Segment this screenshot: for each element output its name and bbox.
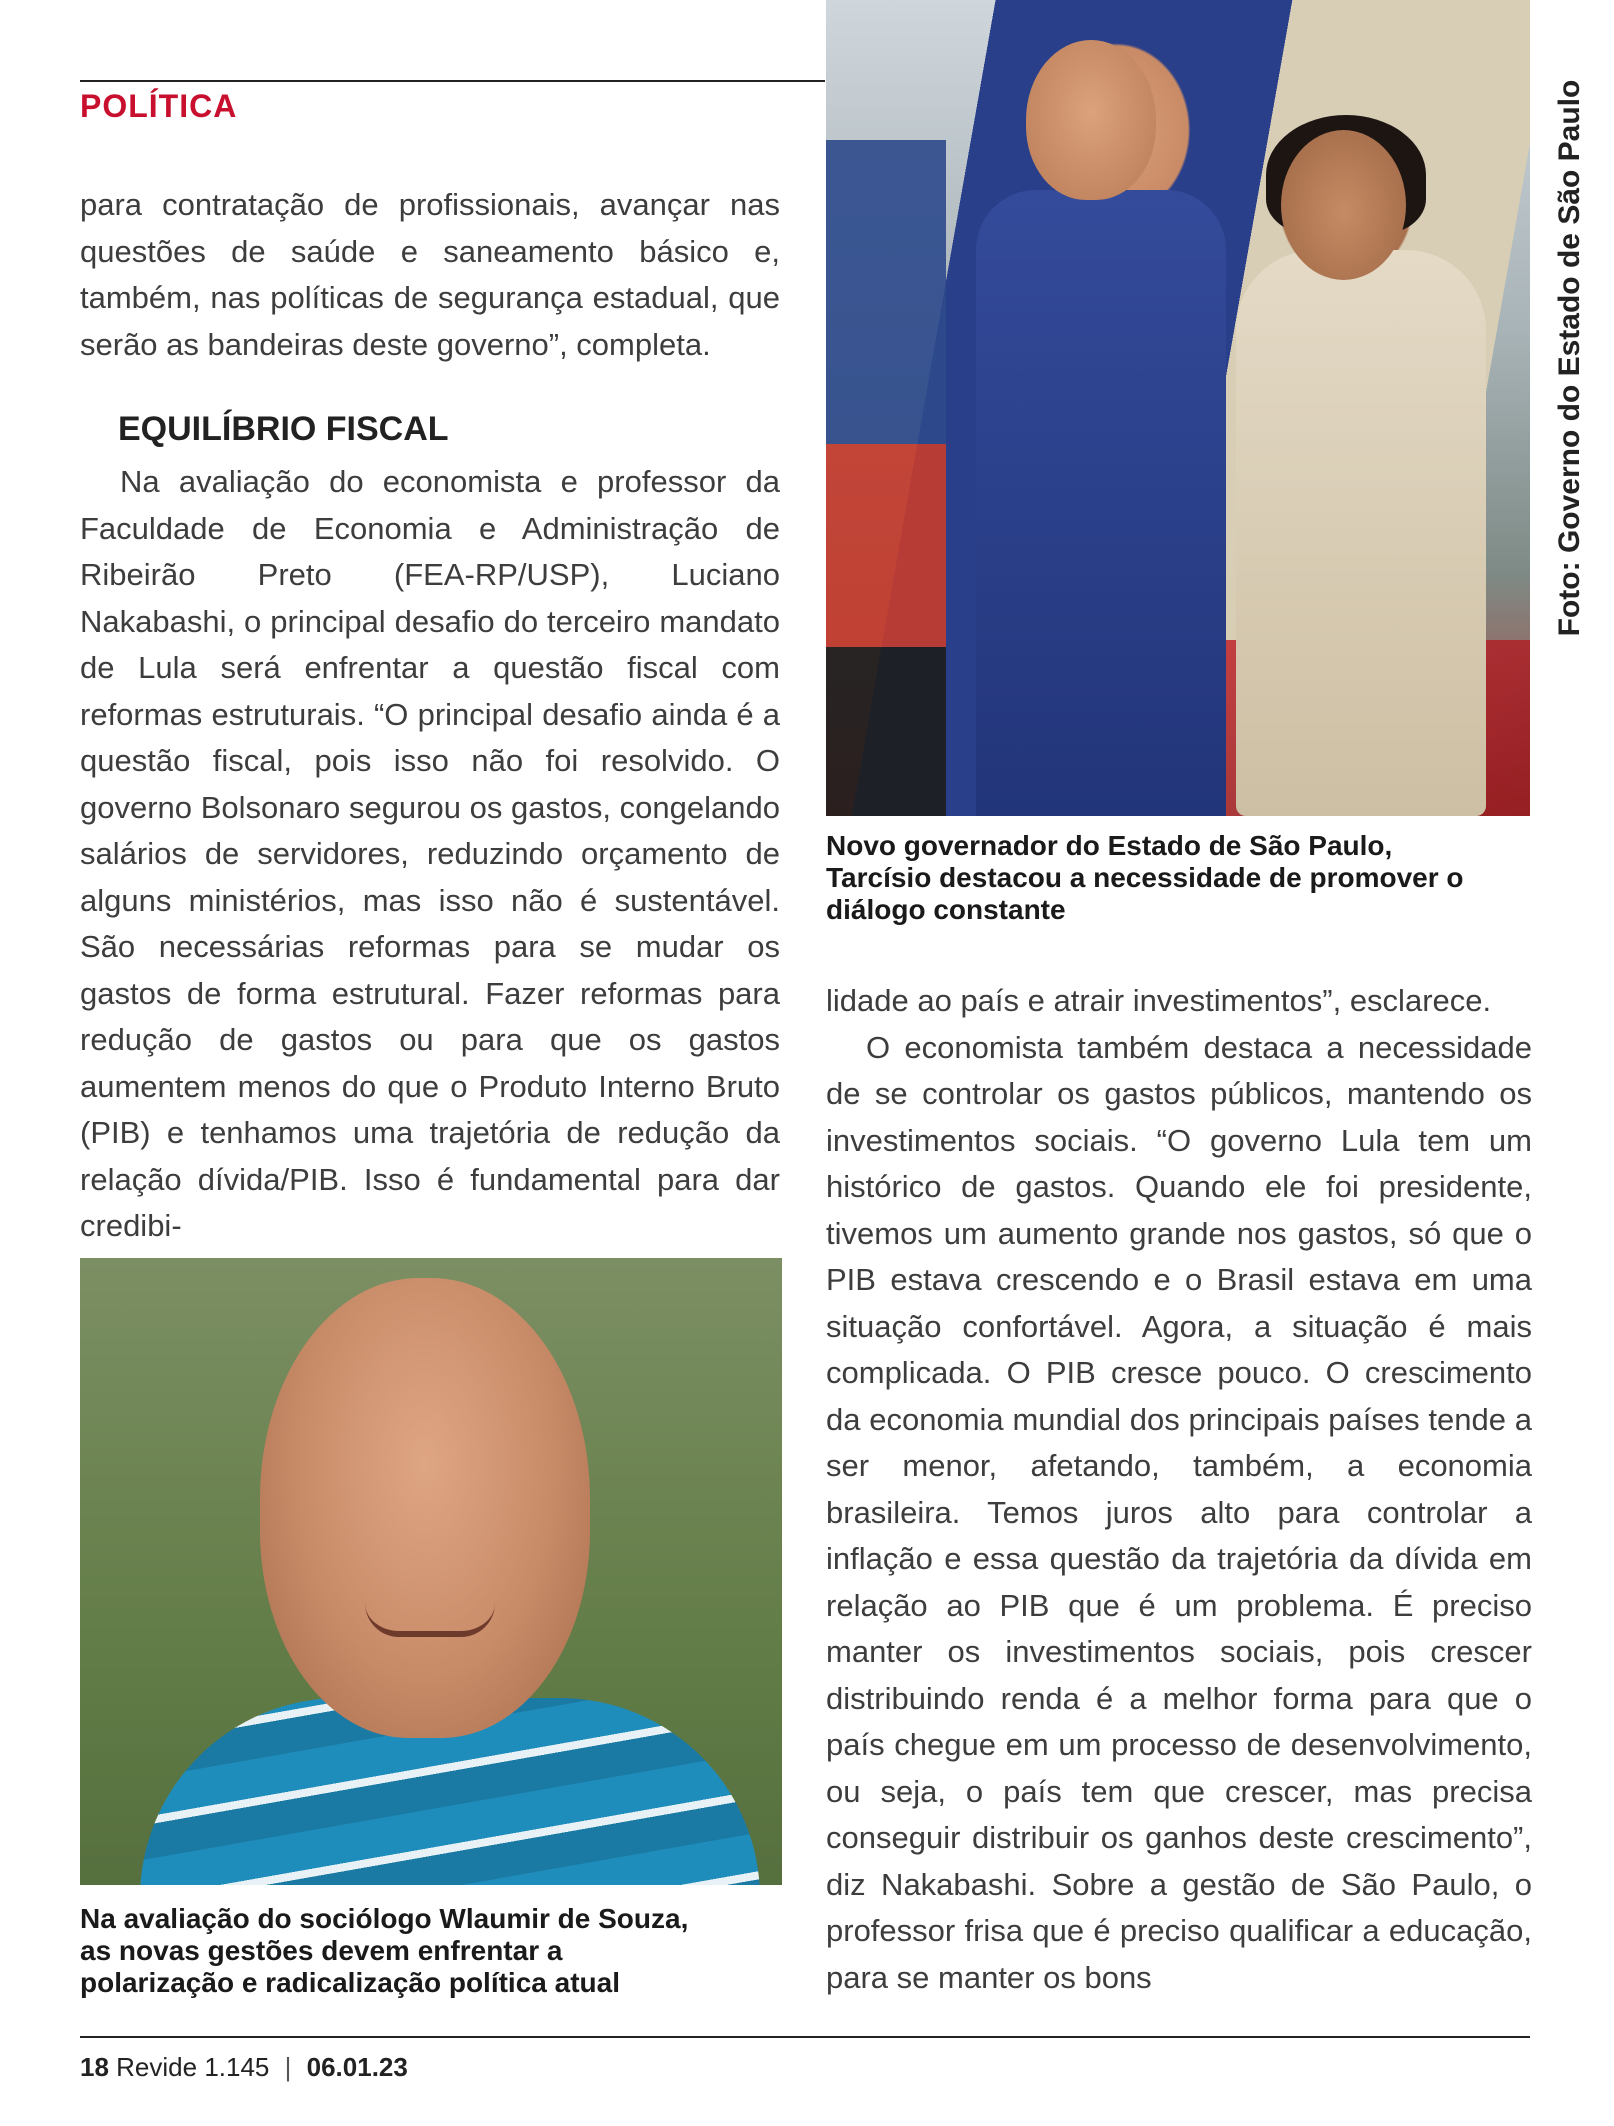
left-column-intro bbox=[80, 182, 780, 368]
photo-credit-text: Foto: Governo do Estado de São Paulo bbox=[1553, 79, 1586, 637]
sociologist-caption: Na avaliação do sociólogo Wlaumir de Souza, as novas gestões devem enfrentar a polarização e radicalização política atual bbox=[80, 1903, 689, 1998]
bottom-rule bbox=[80, 2036, 1530, 2038]
sociologist-photo bbox=[80, 1258, 782, 1885]
top-rule bbox=[80, 80, 825, 82]
footer-separator: | bbox=[284, 2052, 292, 2082]
right-paragraph-main: O economista também destaca a necessidade de se controlar os gastos públicos, mantendo os investimentos sociais. “O governo Lula tem um histórico de gastos. Quando ele foi presidente, tivemos um aumento grande nos gastos, só que o PIB estava crescendo e o Brasil estava em uma situação confortável. Agora, a situação é mais complicada. O PIB cresce pouco. O crescimento da economia mundial dos principais países tende a ser menor, afetando, também, a economia brasileira. Temos juros alto para controlar a inflação e essa questão da trajetória da dívida em relação ao PIB que é um problema. É preciso manter os investimentos sociais, pois crescer distribuindo renda é a melhor forma para que o país chegue em um processo de desenvolvimento, ou seja, o país tem que crescer, mas precisa conseguir distribuir os ganhos deste crescimento”, diz Nakabashi. Sobre a gestão de São Paulo, o professor frisa que é preciso qualificar a educação, para se manter os bons bbox=[826, 1029, 1532, 1995]
left-column-main bbox=[80, 459, 780, 1250]
governor-suit bbox=[976, 190, 1226, 816]
right-column bbox=[826, 978, 1532, 2001]
governor-caption: Novo governador do Estado de São Paulo, Tarcísio destacou a necessidade de promover o diálogo constante bbox=[826, 830, 1464, 925]
page-footer bbox=[80, 2052, 408, 2083]
governor-head bbox=[1026, 40, 1156, 200]
issue-date: 06.01.23 bbox=[306, 2052, 408, 2082]
woman-dress bbox=[1236, 250, 1486, 816]
page-number: 18 bbox=[80, 2052, 109, 2082]
magazine-issue: Revide 1.145 bbox=[116, 2052, 270, 2082]
woman-head bbox=[1281, 130, 1406, 280]
section-label: POLÍTICA bbox=[80, 88, 238, 124]
sociologist-head bbox=[260, 1278, 590, 1738]
photo-credit bbox=[1540, 78, 1600, 638]
intro-paragraph: para contratação de profissionais, avançar nas questões de saúde e saneamento básico e, também, nas políticas de segurança estadual, que serão as bandeiras deste governo”, completa. bbox=[80, 187, 780, 362]
subheading: EQUILÍBRIO FISCAL bbox=[118, 410, 449, 448]
guard-figure bbox=[826, 140, 946, 816]
smile bbox=[365, 1603, 495, 1637]
right-paragraph-continuation: lidade ao país e atrair investimentos”, esclarece. bbox=[826, 983, 1492, 1018]
main-paragraph: Na avaliação do economista e professor da Faculdade de Economia e Administração de Ribeirão Preto (FEA-RP/USP), Luciano Nakabashi, o principal desafio do terceiro mandato de Lula será enfrentar a questão fiscal com reformas estruturais. “O principal desafio ainda é a questão fiscal, pois isso não foi resolvido. O governo Bolsonaro segurou os gastos, congelando salários de servidores, reduzindo orçamento de alguns ministérios, mas isso não é sustentável. São necessárias reformas para se mudar os gastos de forma estrutural. Fazer reformas para redução de gastos ou para que os gastos aumentem menos do que o Produto Interno Bruto (PIB) e tenhamos uma trajetória de redução da relação dívida/PIB. Isso é fundamental para dar credibi- bbox=[80, 464, 780, 1243]
governor-photo bbox=[826, 0, 1530, 816]
